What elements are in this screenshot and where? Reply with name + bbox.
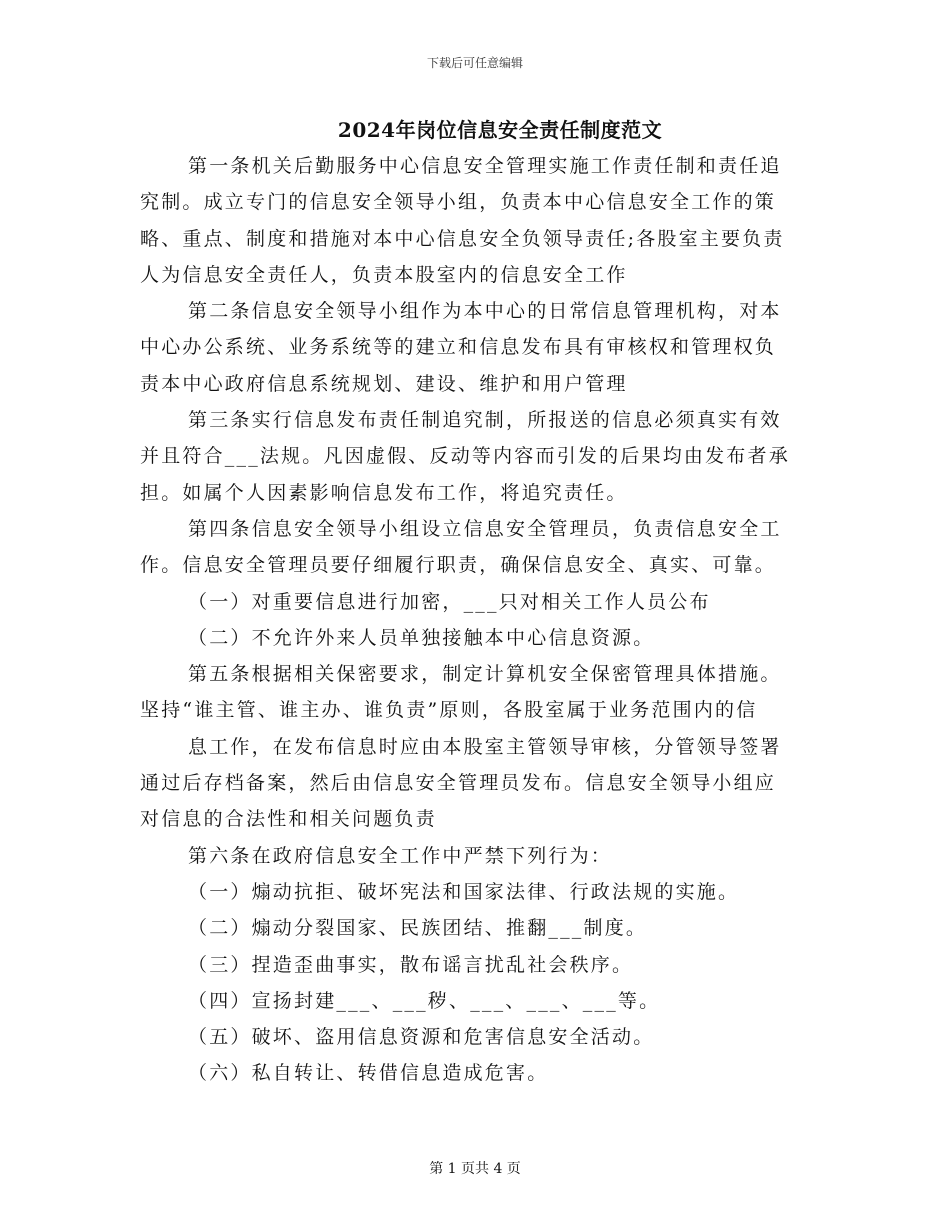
text-line: 第六条在政府信息安全工作中严禁下列行为： (188, 844, 613, 867)
text-line: 究制。成立专门的信息安全领导小组，负责本中心信息安全工作的策 (140, 191, 777, 214)
text-line: 息工作，在发布信息时应由本股室主管领导审核，分管领导签署 (188, 735, 782, 758)
text-line: 略、重点、制度和措施对本中心信息安全负领导责任;各股室主要负责 (140, 227, 785, 250)
page-footer: 第 1 页共 4 页 (429, 1161, 521, 1177)
text-line: （一）对重要信息进行加密，___只对相关工作人员公布 (188, 590, 711, 613)
text-line: 担。如属个人因素影响信息发布工作，将追究责任。 (140, 481, 628, 504)
text-line: 第二条信息安全领导小组作为本中心的日常信息管理机构，对本 (188, 300, 782, 323)
text-line: （四）宣扬封建___、___秽、___、___、___等。 (188, 989, 661, 1012)
text-line: 对信息的合法性和相关问题负责 (140, 808, 437, 831)
text-line: 通过后存档备案，然后由信息安全管理员发布。信息安全领导小组应 (140, 772, 777, 795)
text-line: 并且符合___法规。凡因虚假、反动等内容而引发的后果均由发布者承 (140, 445, 790, 468)
text-line: 人为信息安全责任人，负责本股室内的信息安全工作 (140, 263, 628, 286)
document-body (140, 148, 805, 1092)
text-line: （二）不允许外来人员单独接触本中心信息资源。 (188, 626, 655, 649)
text-line: 第五条根据相关保密要求，制定计算机安全保密管理具体措施。 (188, 663, 782, 686)
document-title: 2024年岗位信息安全责任制度范文 (337, 118, 663, 142)
text-line: （三）捏造歪曲事实，散布谣言扰乱社会秩序。 (188, 953, 634, 976)
header-note: 下载后可任意编辑 (426, 56, 523, 70)
text-line: （一）煽动抗拒、破坏宪法和国家法律、行政法规的实施。 (188, 880, 740, 903)
text-line: 责本中心政府信息系统规划、建设、维护和用户管理 (140, 372, 628, 395)
text-line: 中心办公系统、业务系统等的建立和信息发布具有审核权和管理权负 (140, 336, 777, 359)
text-line: （五）破坏、盗用信息资源和危害信息安全活动。 (188, 1026, 655, 1049)
text-line: 第三条实行信息发布责任制追究制，所报送的信息必须真实有效 (188, 409, 782, 432)
text-line: 坚持“谁主管、谁主办、谁负责”原则，各股室属于业务范围内的信 (140, 699, 758, 722)
text-line: （六）私自转让、转借信息造成危害。 (188, 1062, 549, 1085)
text-line: 第四条信息安全领导小组设立信息安全管理员，负责信息安全工 (188, 517, 782, 540)
text-line: 作。信息安全管理员要仔细履行职责，确保信息安全、真实、可靠。 (140, 554, 777, 577)
text-line: 第一条机关后勤服务中心信息安全管理实施工作责任制和责任追 (188, 155, 782, 177)
text-line: （二）煽动分裂国家、民族团结、推翻___制度。 (188, 917, 648, 940)
